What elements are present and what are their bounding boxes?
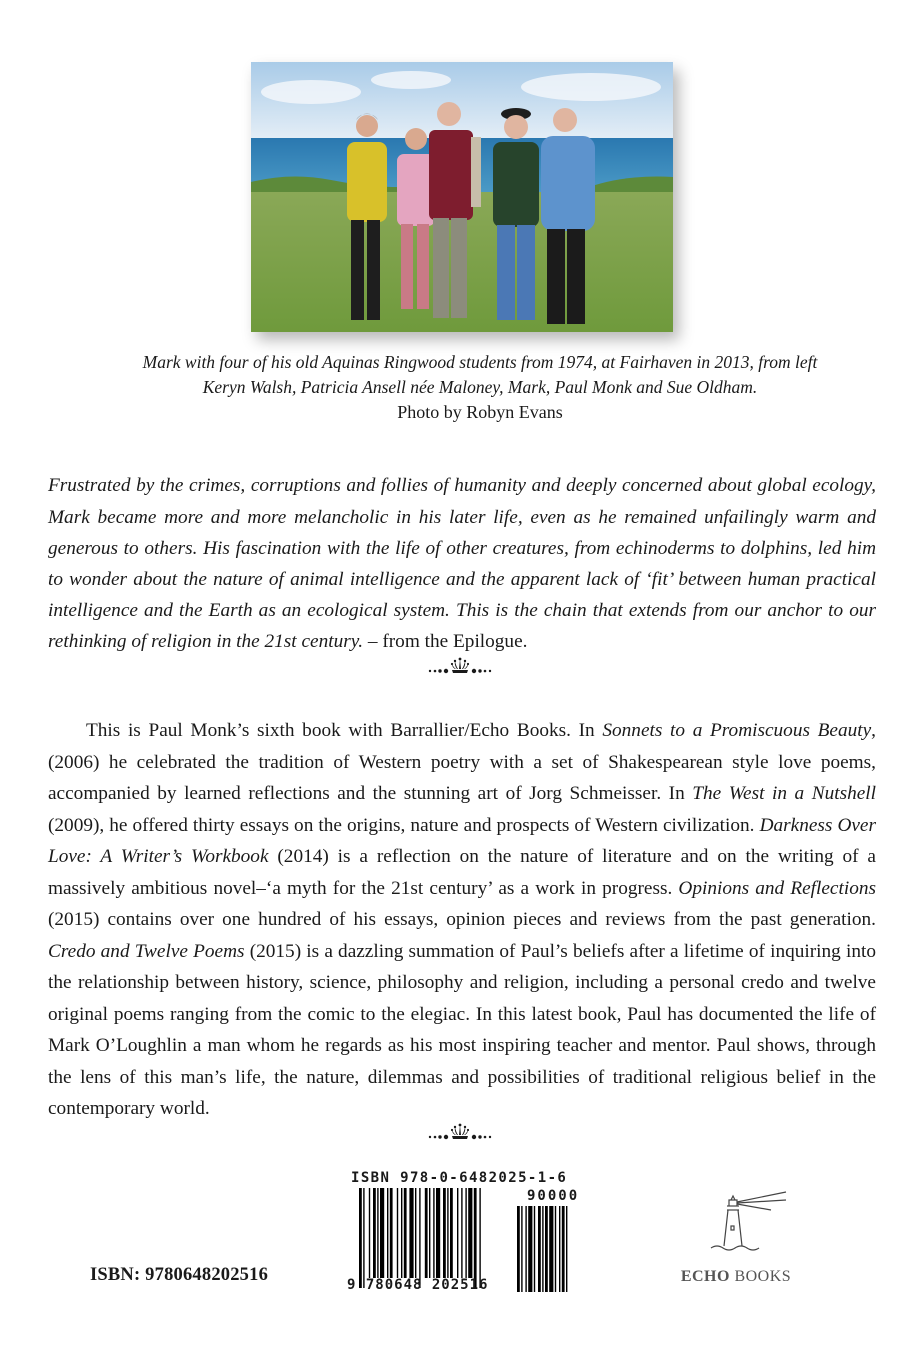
barcode-addon-number: 90000 — [527, 1188, 580, 1204]
barcode-bar — [415, 1188, 416, 1278]
isbn-label: ISBN: 9780648202516 — [90, 1265, 269, 1285]
barcode-addon-bar — [542, 1206, 543, 1292]
barcode-bar — [447, 1188, 448, 1278]
epilogue-quote — [48, 470, 876, 657]
book-title-credo: Credo and Twelve Poems — [48, 940, 245, 962]
fleuron-ornament-icon — [425, 1122, 495, 1144]
barcode-bar — [377, 1188, 378, 1278]
book-title-darkness-over-love: Darkness Over Love: A Writer’s Workbook — [48, 814, 876, 868]
fleuron-ornament-icon — [425, 656, 495, 678]
barcode-bar — [419, 1188, 420, 1288]
barcode-bar — [380, 1188, 384, 1278]
blurb-text: (2014) is a reflection on the nature of literature and on the writing of a massively ambitious novel–‘a myth for the 21st century’ as a work in progress. — [48, 846, 876, 899]
barcode-bar — [479, 1188, 480, 1288]
barcode-bar — [465, 1188, 466, 1278]
barcode-addon-bar — [538, 1206, 541, 1292]
barcode-addon-bar — [534, 1206, 535, 1292]
barcode-bar — [457, 1188, 458, 1278]
book-blurb — [48, 715, 876, 1125]
barcode-bar — [390, 1188, 393, 1278]
group-photo-image — [251, 62, 673, 332]
barcode-bar — [369, 1188, 370, 1278]
blurb-text: (2009), he offered thirty essays on the origins, nature and prospects of Western civilization. — [48, 814, 760, 836]
barcode-addon-bar — [566, 1206, 567, 1292]
barcode-bar — [373, 1188, 376, 1278]
barcode-addon-bar — [528, 1206, 532, 1292]
cover-photo — [251, 62, 673, 332]
barcode-bar — [443, 1188, 446, 1278]
barcode-addon-bar — [545, 1206, 548, 1292]
book-title-sonnets: Sonnets to a Promiscuous Beauty — [602, 720, 872, 742]
barcode-bar — [425, 1188, 428, 1278]
photo-credit: Photo by Robyn Evans — [397, 402, 563, 422]
barcode-addon-bar — [559, 1206, 560, 1292]
barcode-bar — [404, 1188, 407, 1278]
barcode-bar — [474, 1188, 477, 1288]
blurb-text: (2015) is a dazzling summation of Paul’s beliefs after a lifetime of inquiring into the relationship between history, science, philosophy and religion, including a personal credo and twelve original poems ranging from the comic to the elegiac. In this latest book, Paul has documented the life of Mark O’Loughlin a man whom he regards as his most inspiring teacher and mentor. Paul shows, through the lens of this man’s life, the nature, dilemmas and possibilities of traditional religious belief in the contemporary world. — [48, 940, 876, 1120]
barcode-bar — [429, 1188, 430, 1278]
publisher-name — [666, 1268, 806, 1286]
caption-line-1: Mark with four of his old Aquinas Ringwood students from 1974, at Fairhaven in 2013, from left — [142, 352, 818, 372]
barcode-bar — [359, 1188, 362, 1288]
barcode-addon-bar — [549, 1206, 553, 1292]
epilogue-source: – from the Epilogue. — [363, 631, 528, 653]
barcode-addon-bar — [562, 1206, 565, 1292]
barcode-bar — [363, 1188, 364, 1288]
barcode-bar — [450, 1188, 453, 1278]
barcode-addon-bar — [525, 1206, 526, 1292]
publisher-name-rest: BOOKS — [729, 1268, 792, 1285]
barcode-addon-bar — [517, 1206, 520, 1292]
lighthouse-icon — [691, 1188, 791, 1258]
epilogue-quote-text: Frustrated by the crimes, corruptions and follies of humanity and deeply concerned about global ecology, Mark became more and more melancholic in his later life, even as he remained unfailingly warm and generous to others. His fascination with the life of other creatures, from echinoderms to dolphins, led him to wonder about the nature of animal intelligence and the apparent lack of ‘fit’ between human practical intelligence and the Earth as an ecological system. This is the chain that extends from our anchor to our rethinking of religion in the 21st century. — [48, 475, 876, 653]
barcode-isbn-line: ISBN 978-0-6482025-1-6 — [351, 1170, 568, 1186]
book-title-west-nutshell: The West in a Nutshell — [692, 783, 876, 805]
blurb-text: This is Paul Monk’s sixth book with Barrallier/Echo Books. In — [86, 720, 603, 742]
isbn-barcode — [345, 1168, 579, 1296]
book-title-opinions: Opinions and Reflections — [678, 877, 876, 899]
caption-line-2: Keryn Walsh, Patricia Ansell née Maloney, Mark, Paul Monk and Sue Oldham. — [202, 377, 758, 397]
photo-caption — [110, 350, 850, 425]
barcode-bar — [397, 1188, 398, 1278]
barcode-bar — [436, 1188, 440, 1278]
barcode-bar — [401, 1188, 402, 1278]
publisher-name-bold: ECHO — [680, 1268, 730, 1285]
barcode-bar — [433, 1188, 434, 1278]
blurb-text: , (2006) he celebrated the tradition of Western poetry with a set of Shakespearean style love poems, accompanied by learned reflections and the stunning art of Jorg Schmeisser. In — [48, 720, 876, 805]
barcode-addon-bar — [555, 1206, 556, 1292]
barcode-bar — [461, 1188, 462, 1278]
blurb-text: (2015) contains over one hundred of his essays, opinion pieces and reviews from the past generation. — [48, 909, 876, 931]
barcode-bar — [409, 1188, 413, 1278]
barcode-number: 9 780648 202516 — [347, 1277, 489, 1293]
barcode-addon-bar — [521, 1206, 522, 1292]
barcode-bar — [468, 1188, 472, 1278]
publisher-logo — [666, 1188, 806, 1293]
barcode-bar — [387, 1188, 388, 1278]
